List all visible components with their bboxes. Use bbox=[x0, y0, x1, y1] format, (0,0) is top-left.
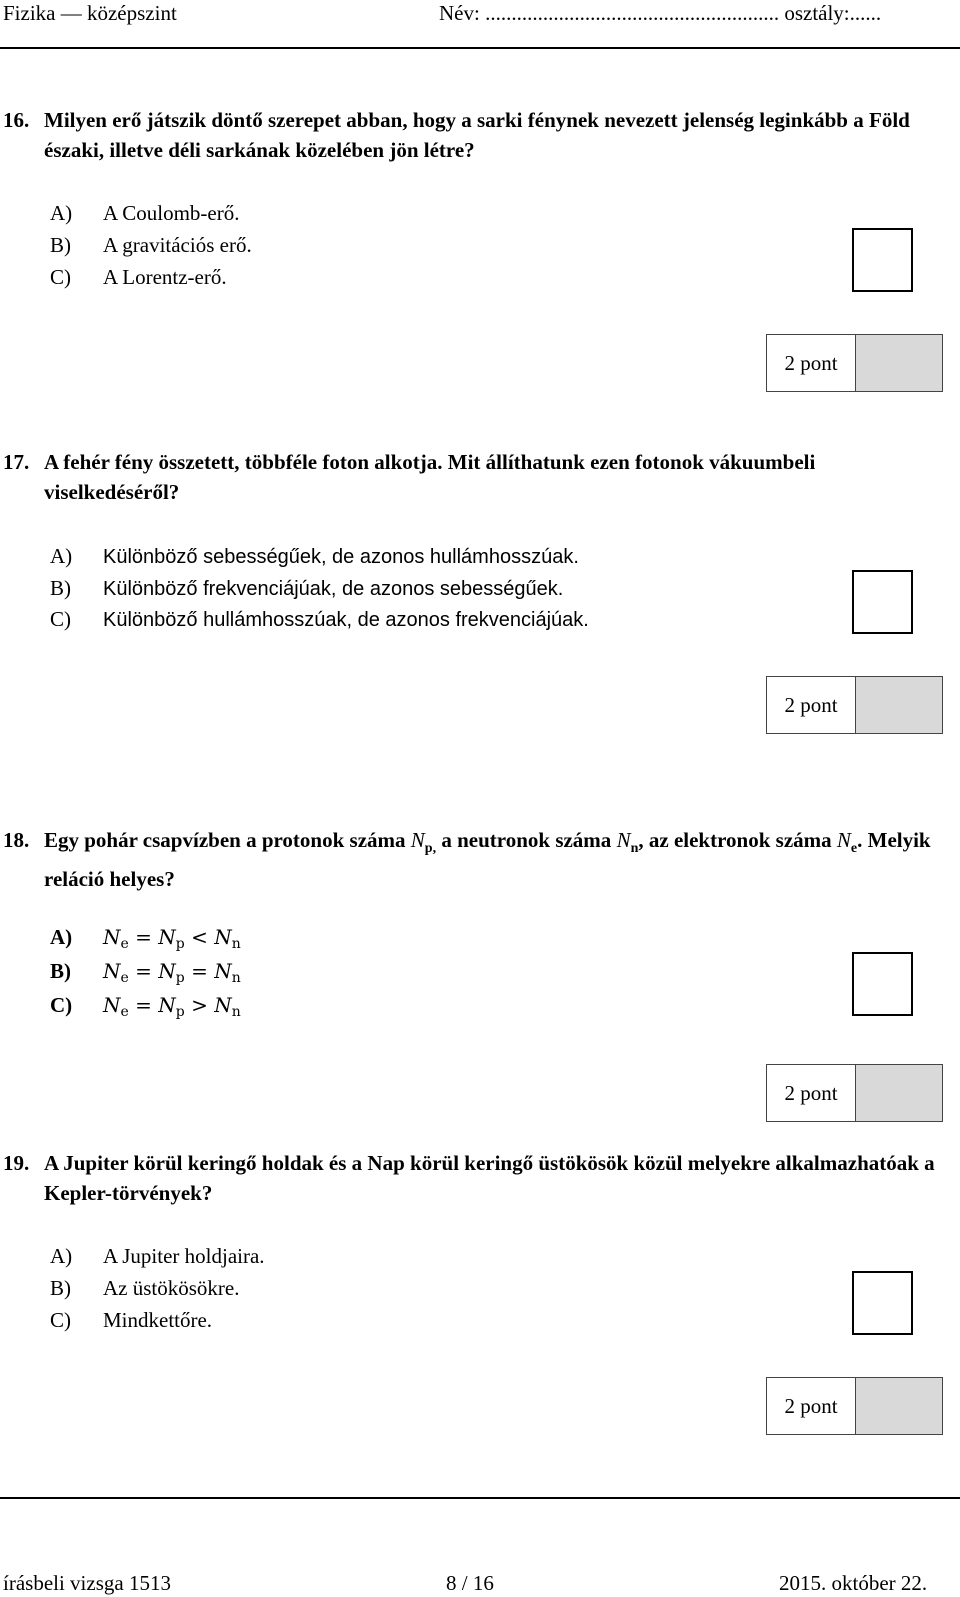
option-b bbox=[50, 573, 563, 604]
question-18 bbox=[3, 825, 943, 894]
question-19 bbox=[3, 1148, 943, 1208]
relation: $N_e = N_p < N_n$ bbox=[103, 925, 241, 952]
question-text: A fehér fény összetett, többféle foton alkotja. Mit állíthatunk ezen fotonok vákuumbeli viselkedéséről? bbox=[44, 450, 816, 504]
score-field[interactable] bbox=[856, 677, 942, 733]
option-label: C) bbox=[50, 993, 73, 1017]
subscript: n bbox=[630, 841, 639, 857]
option-text: Különböző sebességűek, de azonos hullámhosszúak. bbox=[103, 546, 579, 568]
relation: $N_e = N_p > N_n$ bbox=[103, 993, 241, 1020]
score-field[interactable] bbox=[856, 335, 942, 391]
footer-date: 2015. október 22. bbox=[779, 1571, 928, 1595]
option-b bbox=[50, 1273, 239, 1303]
question-16 bbox=[3, 105, 943, 165]
footer-rule bbox=[0, 1497, 960, 1499]
question-text: A Jupiter körül keringő holdak és a Nap körül keringő üstökösök közül melyekre alkalmazhatóak a Kepler-törvények? bbox=[44, 1151, 935, 1205]
answer-box-19[interactable] bbox=[852, 1271, 913, 1335]
option-b bbox=[50, 230, 252, 260]
option-text: A Jupiter holdjaira. bbox=[103, 1244, 265, 1268]
subscript: p, bbox=[424, 841, 437, 857]
header-rule bbox=[0, 47, 960, 49]
option-label: A) bbox=[50, 201, 73, 225]
header-name-field: Név: ........................................................ osztály:...... bbox=[439, 1, 882, 25]
option-c bbox=[50, 604, 589, 635]
option-text: Mindkettőre. bbox=[103, 1308, 213, 1332]
footer-exam-id: írásbeli vizsga 1513 bbox=[3, 1571, 171, 1595]
option-a bbox=[50, 541, 579, 572]
score-field[interactable] bbox=[856, 1378, 942, 1434]
option-text: Az üstökösökre. bbox=[103, 1276, 240, 1300]
option-b bbox=[50, 956, 241, 993]
subscript: e bbox=[850, 841, 858, 857]
points-label: 2 pont bbox=[767, 1378, 856, 1434]
points-label: 2 pont bbox=[767, 335, 856, 391]
option-label: B) bbox=[50, 959, 71, 983]
option-label: B) bbox=[50, 1276, 71, 1300]
option-text: Különböző hullámhosszúak, de azonos frekvenciájúak. bbox=[103, 609, 589, 631]
option-text: Különböző frekvenciájúak, de azonos sebességűek. bbox=[103, 578, 564, 600]
question-number: 19. bbox=[3, 1151, 30, 1175]
option-text: A Lorentz-erő. bbox=[103, 265, 227, 289]
option-text: A Coulomb-erő. bbox=[103, 201, 240, 225]
question-number: 18. bbox=[3, 828, 30, 852]
question-text bbox=[44, 825, 943, 894]
option-c bbox=[50, 262, 227, 292]
relation: $N_e = N_p = N_n$ bbox=[103, 959, 241, 986]
option-a bbox=[50, 198, 240, 228]
question-number: 16. bbox=[3, 108, 30, 132]
option-c bbox=[50, 1305, 212, 1335]
text-segment: , az elektronok száma bbox=[638, 828, 837, 852]
answer-box-17[interactable] bbox=[852, 570, 913, 634]
text-segment: . Melyik reláció helyes? bbox=[44, 828, 931, 892]
option-label: A) bbox=[50, 544, 73, 568]
option-label: B) bbox=[50, 576, 71, 600]
footer-page-number: 8 / 16 bbox=[446, 1571, 494, 1595]
question-17 bbox=[3, 447, 943, 507]
symbol-n: N bbox=[410, 828, 425, 852]
score-box-18 bbox=[766, 1064, 943, 1122]
option-a bbox=[50, 922, 241, 959]
header-subject: Fizika — középszint bbox=[3, 1, 177, 25]
score-box-17 bbox=[766, 676, 943, 734]
symbol-n: N bbox=[836, 828, 851, 852]
option-a bbox=[50, 1241, 265, 1271]
option-label: B) bbox=[50, 233, 71, 257]
option-label: A) bbox=[50, 1244, 73, 1268]
option-c bbox=[50, 990, 241, 1027]
answer-box-18[interactable] bbox=[852, 952, 913, 1016]
score-field[interactable] bbox=[856, 1065, 942, 1121]
option-label: C) bbox=[50, 1308, 71, 1332]
option-label: C) bbox=[50, 607, 71, 631]
points-label: 2 pont bbox=[767, 1065, 856, 1121]
score-box-16 bbox=[766, 334, 943, 392]
option-label: C) bbox=[50, 265, 71, 289]
text-segment: a neutronok száma bbox=[436, 828, 617, 852]
answer-box-16[interactable] bbox=[852, 228, 913, 292]
option-label: A) bbox=[50, 925, 73, 949]
text-segment: Egy pohár csapvízben a protonok száma bbox=[44, 828, 411, 852]
points-label: 2 pont bbox=[767, 677, 856, 733]
score-box-19 bbox=[766, 1377, 943, 1435]
question-number: 17. bbox=[3, 450, 30, 474]
option-text: A gravitációs erő. bbox=[103, 233, 252, 257]
symbol-n: N bbox=[616, 828, 631, 852]
question-text: Milyen erő játszik döntő szerepet abban, hogy a sarki fénynek nevezett jelenség leginkább a Föld északi, illetve déli sarkának közelében jön létre? bbox=[44, 108, 910, 162]
